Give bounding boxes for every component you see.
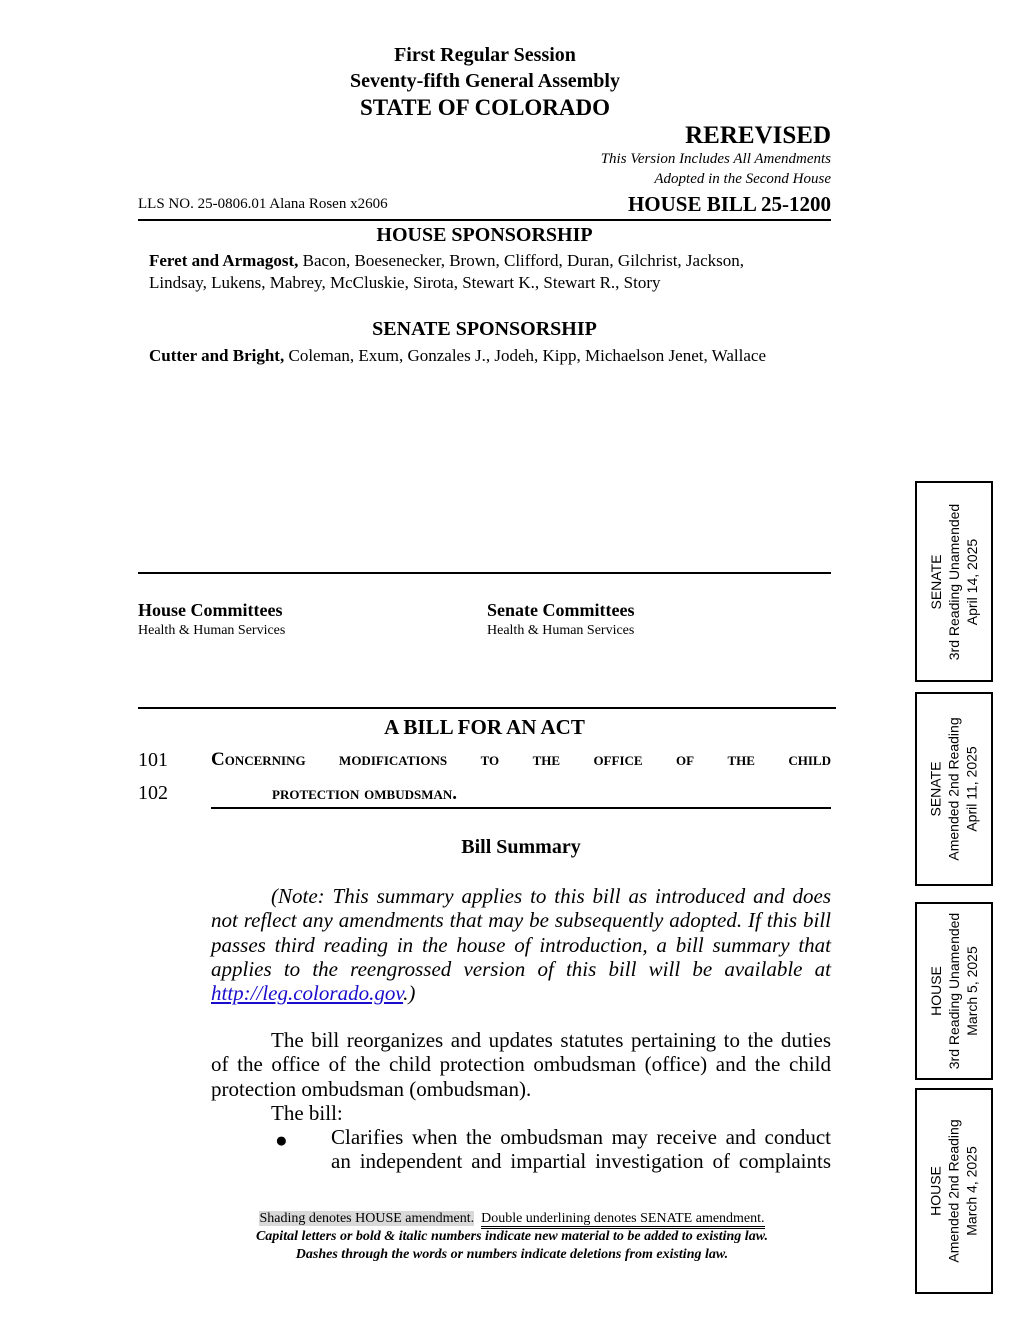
underline-note: Double underlining denotes SENATE amendment.: [481, 1211, 764, 1229]
stamp-1-action: 3rd Reading Unamended: [946, 503, 963, 660]
lls-number: LLS NO. 25-0806.01 Alana Rosen x2606: [138, 196, 388, 212]
amendment-legend: [0, 1211, 1024, 1227]
house-cosponsors-1: Bacon, Boesenecker, Brown, Clifford, Duran, Gilchrist, Jackson,: [302, 251, 744, 270]
senate-committee: Health & Human Services: [487, 623, 635, 638]
house-primary-sponsors: Feret and Armagost,: [149, 251, 299, 270]
act-rule: [138, 707, 836, 709]
state-title: STATE OF COLORADO: [359, 95, 611, 120]
stamp-1-chamber: SENATE: [928, 554, 945, 609]
stamp-senate-3rd-reading: [915, 481, 993, 682]
stamp-3-date: March 5, 2025: [964, 946, 981, 1036]
stamp-4-action: Amended 2nd Reading: [946, 1119, 963, 1263]
summary-paragraph-2: The bill:: [271, 1101, 343, 1125]
senate-primary-sponsors: Cutter and Bright,: [149, 346, 285, 365]
summary-note-end: .): [403, 981, 416, 1006]
house-committee: Health & Human Services: [138, 623, 286, 638]
line-number-102: 102: [138, 782, 168, 804]
session-title: First Regular Session: [394, 44, 576, 66]
stamp-house-2nd-reading: [915, 1088, 993, 1294]
house-sponsorship-heading: HOUSE SPONSORSHIP: [376, 224, 593, 246]
bill-title-line-1: Concerning modifications to the office of the child: [211, 749, 831, 770]
version-note-2: Adopted in the Second House: [654, 171, 831, 187]
stamp-2-action: Amended 2nd Reading: [946, 717, 963, 861]
stamp-4-date: March 4, 2025: [964, 1146, 981, 1236]
stamp-2-date: April 11, 2025: [964, 746, 981, 832]
summary-note-text: (Note: This summary applies to this bill as introduced and does not reflect any amendments that may be subsequently adopted. If this bill passes third reading in the house of introduction, a bill summary that applies to the reengrossed version of this bill will be available at: [211, 884, 831, 981]
senate-sponsors-line: [149, 345, 766, 367]
footer-line-3: Dashes through the words or numbers indicate deletions from existing law.: [295, 1247, 729, 1262]
act-heading: A BILL FOR AN ACT: [384, 715, 585, 739]
senate-committees-heading: Senate Committees: [487, 600, 635, 620]
stamp-2-chamber: SENATE: [928, 761, 945, 817]
footer-line-2: Capital letters or bold & italic numbers indicate new material to be added to existing law.: [255, 1229, 769, 1244]
leg-website-link[interactable]: http://leg.colorado.gov: [211, 981, 404, 1006]
bullet-icon: ●: [275, 1128, 288, 1152]
header-rule: [138, 219, 831, 221]
version-label: REREVISED: [685, 122, 831, 149]
bill-title-line-2: protection ombudsman.: [272, 783, 458, 804]
summary-paragraph-1: The bill reorganizes and updates statutes pertaining to the duties of the office of the child protection ombudsman (office) and the child protection ombudsman (ombudsman).: [211, 1028, 831, 1101]
bill-number: HOUSE BILL 25-1200: [627, 192, 831, 216]
assembly-title: Seventy-fifth General Assembly: [350, 70, 620, 92]
committees-rule: [138, 572, 831, 574]
version-note-1: This Version Includes All Amendments: [600, 151, 831, 167]
line-number-101: 101: [138, 749, 168, 771]
house-cosponsors-2: Lindsay, Lukens, Mabrey, McCluskie, Sirota, Stewart K., Stewart R., Story: [149, 273, 661, 292]
bullet-item-1: Clarifies when the ombudsman may receive and conduct an independent and impartial investigation of complaints: [331, 1125, 831, 1174]
stamp-3-action: 3rd Reading Unamended: [946, 912, 963, 1070]
senate-cosponsors: Coleman, Exum, Gonzales J., Jodeh, Kipp, Michaelson Jenet, Wallace: [288, 346, 766, 365]
title-rule: [211, 807, 831, 809]
stamp-1-date: April 14, 2025: [964, 538, 981, 625]
shading-note: Shading denotes HOUSE amendment.: [259, 1211, 475, 1226]
stamp-senate-2nd-reading: [915, 692, 993, 886]
summary-heading: Bill Summary: [461, 836, 581, 858]
stamp-3-chamber: HOUSE: [928, 966, 945, 1016]
senate-sponsorship-heading: SENATE SPONSORSHIP: [372, 318, 597, 340]
stamp-4-chamber: HOUSE: [928, 1166, 945, 1216]
summary-note: [211, 884, 831, 1005]
house-committees-heading: House Committees: [138, 600, 283, 620]
house-sponsors-line-1: [149, 250, 839, 272]
stamp-house-3rd-reading: [915, 902, 993, 1080]
